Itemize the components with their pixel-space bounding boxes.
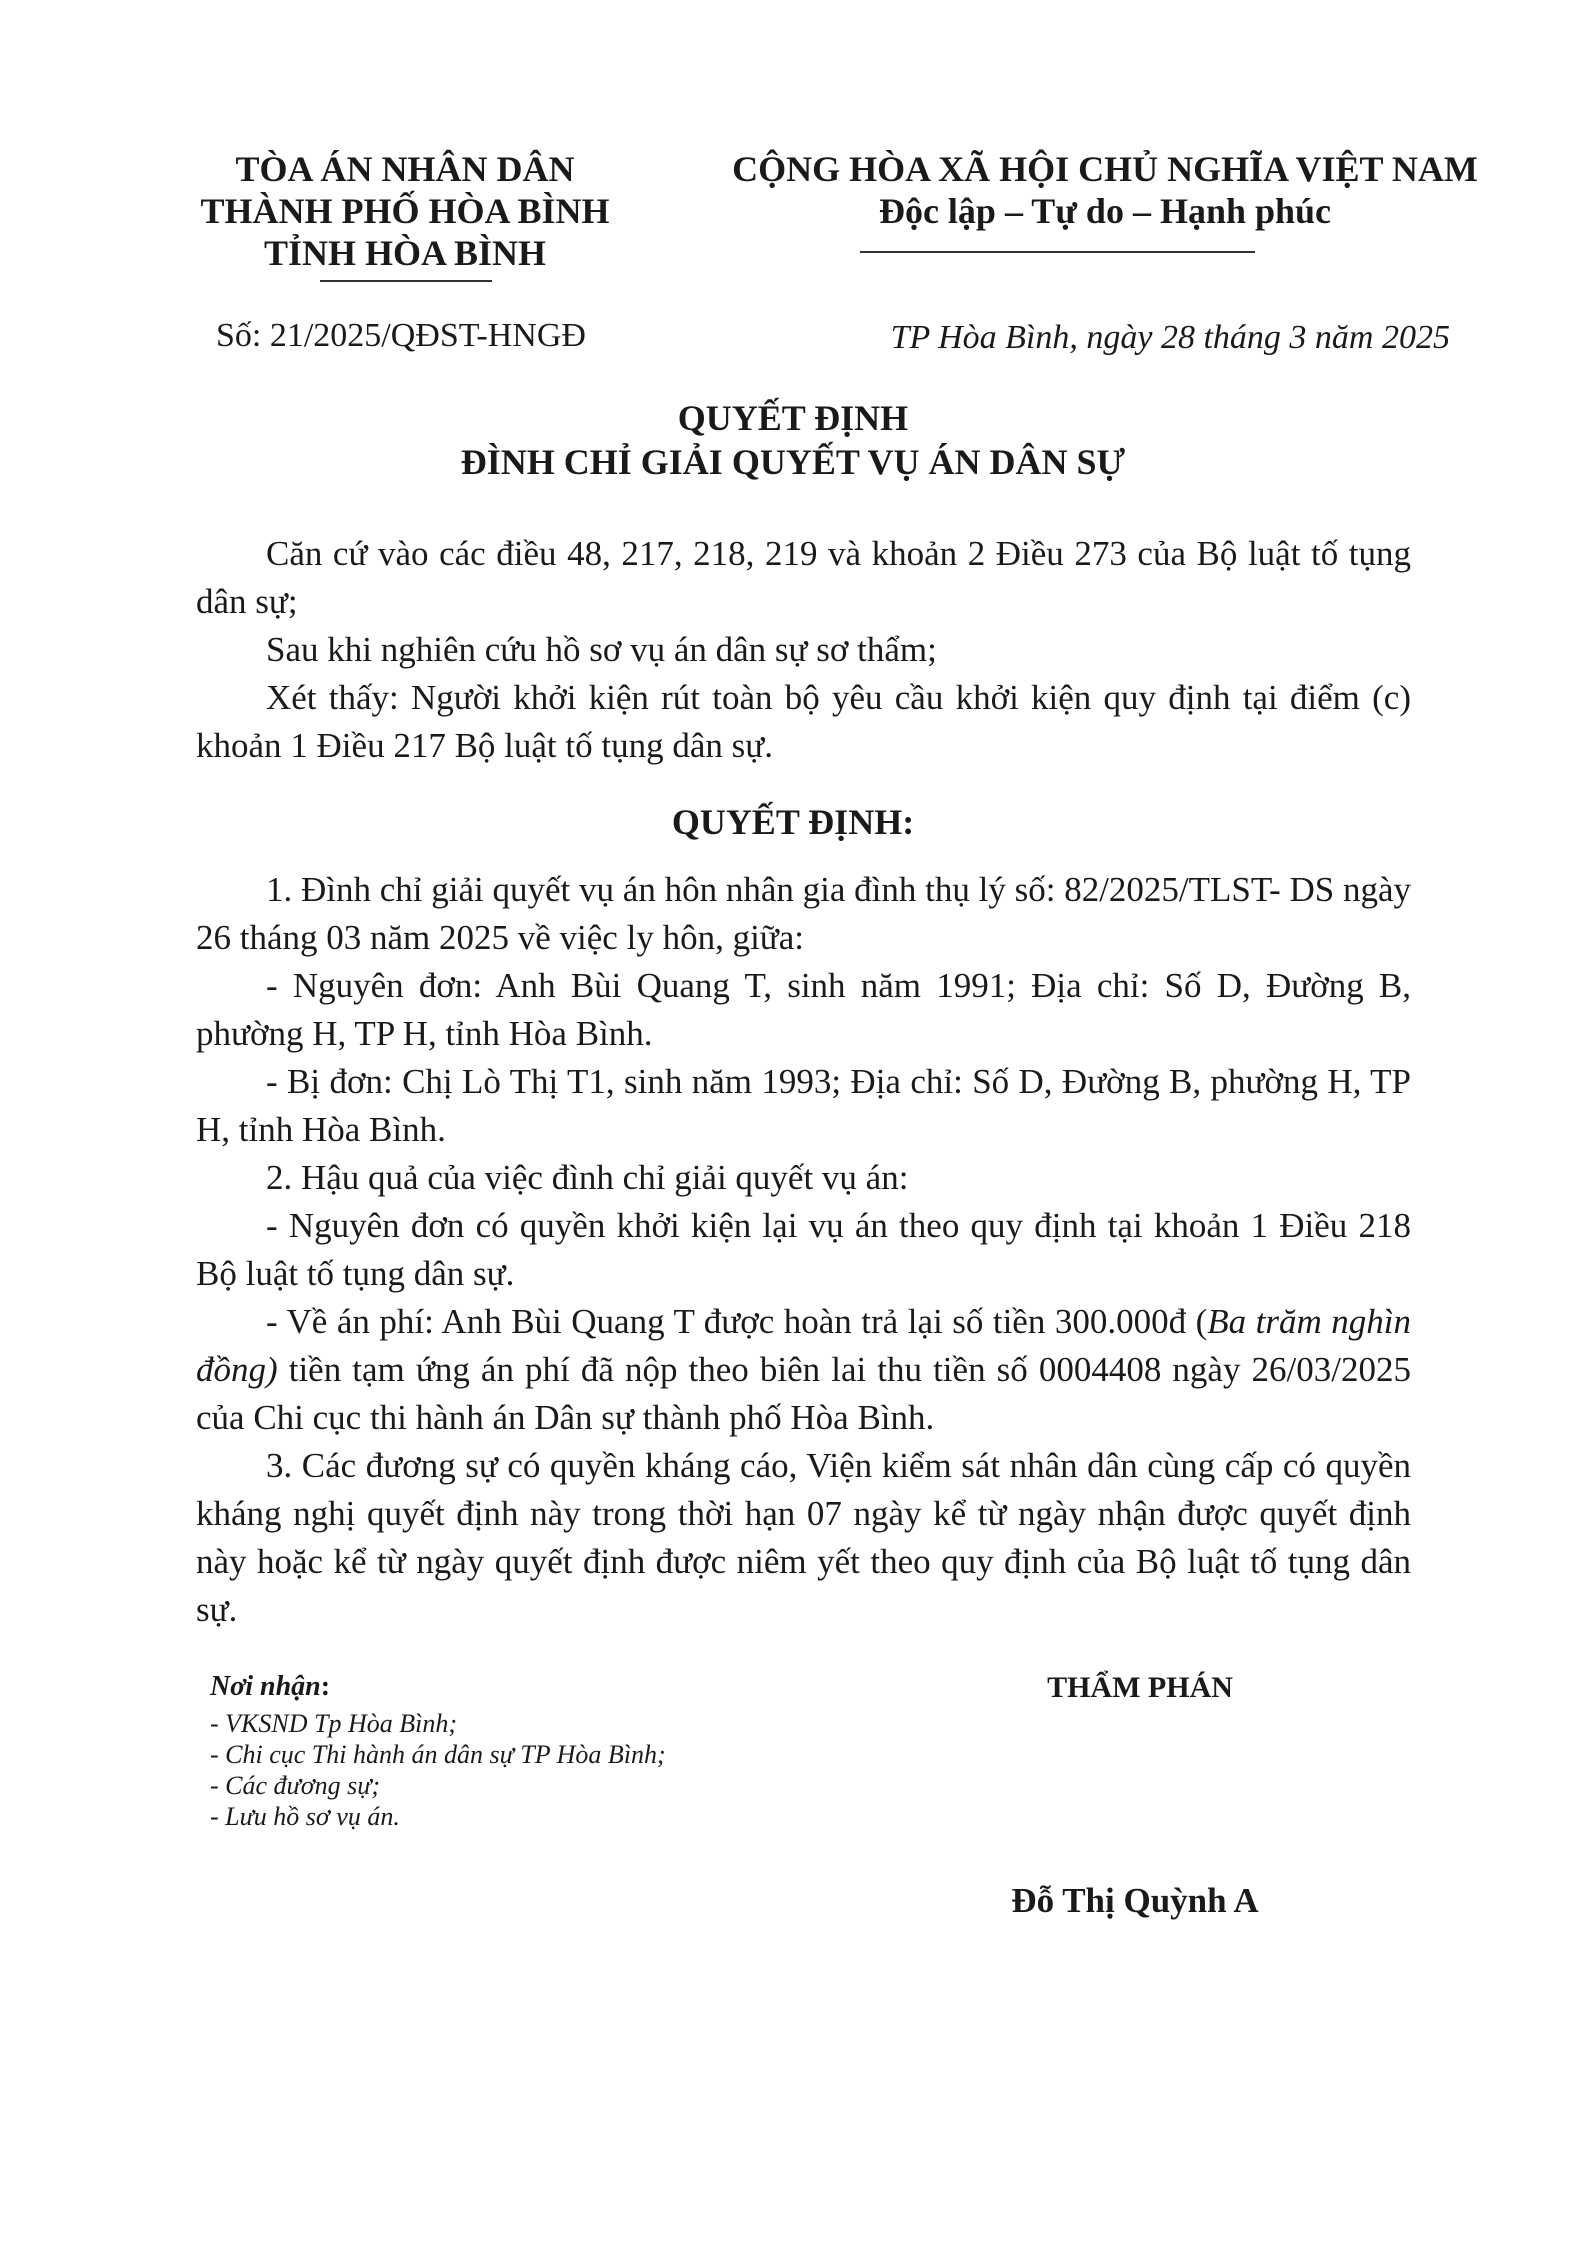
court-name-block xyxy=(170,148,640,274)
item-2b-text-end: tiền tạm ứng án phí đã nộp theo biên lai thu tiền số 0004408 ngày 26/03/2025 của Chi cục thi hành án Dân sự thành phố Hòa Bình. xyxy=(196,1350,1411,1437)
decision-heading: QUYẾT ĐỊNH: xyxy=(671,802,915,842)
document-title xyxy=(0,396,1586,484)
preamble-finding: Xét thấy: Người khởi kiện rút toàn bộ yêu cầu khởi kiện quy định tại điểm (c) khoản 1 Điều 217 Bộ luật tố tụng dân sự. xyxy=(196,678,1411,765)
decision-item-3: 3. Các đương sự có quyền kháng cáo, Viện kiểm sát nhân dân cùng cấp có quyền kháng nghị quyết định này trong thời hạn 07 ngày kể từ ngày nhận được quyết định này hoặc kể từ ngày quyết định được niêm yết theo quy định của Bộ luật tố tụng dân sự. xyxy=(196,1446,1411,1629)
recipients-heading-label: Nơi nhận xyxy=(210,1671,321,1702)
recipient-item: - Các đương sự; xyxy=(210,1771,381,1800)
recipient-item: - VKSND Tp Hòa Bình; xyxy=(210,1709,457,1738)
court-name-line2: THÀNH PHỐ HÒA BÌNH xyxy=(200,191,610,231)
title-line1: QUYẾT ĐỊNH xyxy=(677,398,909,438)
recipients-heading xyxy=(210,1670,330,1704)
place-date: TP Hòa Bình, ngày 28 tháng 3 năm 2025 xyxy=(890,319,1450,356)
court-name-line1: TÒA ÁN NHÂN DÂN xyxy=(235,149,575,189)
decision-defendant: - Bị đơn: Chị Lò Thị T1, sinh năm 1993; Địa chỉ: Số D, Đường B, phường H, TP H, tỉnh Hòa Bình. xyxy=(196,1062,1411,1149)
title-line2: ĐÌNH CHỈ GIẢI QUYẾT VỤ ÁN DÂN SỰ xyxy=(460,442,1126,482)
preamble-legal-basis: Căn cứ vào các điều 48, 217, 218, 219 và khoản 2 Điều 273 của Bộ luật tố tụng dân sự; xyxy=(196,534,1411,621)
decision-item-2b xyxy=(196,1298,1411,1442)
country-name: CỘNG HÒA XÃ HỘI CHỦ NGHĨA VIỆT NAM xyxy=(732,149,1478,189)
decision-item-2a: - Nguyên đơn có quyền khởi kiện lại vụ án theo quy định tại khoản 1 Điều 218 Bộ luật tố tụng dân sự. xyxy=(196,1206,1411,1293)
decision-item-2: 2. Hậu quả của việc đình chỉ giải quyết vụ án: xyxy=(266,1158,909,1197)
motto: Độc lập – Tự do – Hạnh phúc xyxy=(878,191,1332,231)
recipients-heading-colon: : xyxy=(320,1671,331,1702)
document-number: Số: 21/2025/QĐST-HNGĐ xyxy=(216,317,586,354)
item-2b-text-start: - Về án phí: Anh Bùi Quang T được hoàn trả lại số tiền 300.000đ ( xyxy=(266,1302,1208,1341)
decision-plaintiff: - Nguyên đơn: Anh Bùi Quang T, sinh năm 1991; Địa chỉ: Số D, Đường B, phường H, TP H, tỉnh Hòa Bình. xyxy=(196,966,1411,1053)
item-2b-amount-in-words: Ba trăm nghìn đồng) xyxy=(196,1302,1411,1389)
signature-title: THẨM PHÁN xyxy=(1047,1671,1233,1704)
national-motto-block xyxy=(690,148,1520,232)
court-name-line3: TỈNH HÒA BÌNH xyxy=(263,233,547,273)
motto-underline xyxy=(860,251,1255,253)
decision-item-1: 1. Đình chỉ giải quyết vụ án hôn nhân gia đình thụ lý số: 82/2025/TLST- DS ngày 26 tháng 03 năm 2025 về việc ly hôn, giữa: xyxy=(196,870,1411,957)
preamble-review: Sau khi nghiên cứu hồ sơ vụ án dân sự sơ thẩm; xyxy=(266,630,937,669)
recipient-item: - Chi cục Thi hành án dân sự TP Hòa Bình; xyxy=(210,1740,666,1769)
recipient-item: - Lưu hồ sơ vụ án. xyxy=(210,1802,400,1831)
court-name-underline xyxy=(320,280,492,282)
recipients-list xyxy=(210,1708,666,1832)
signature-name: Đỗ Thị Quỳnh A xyxy=(1011,1881,1259,1920)
